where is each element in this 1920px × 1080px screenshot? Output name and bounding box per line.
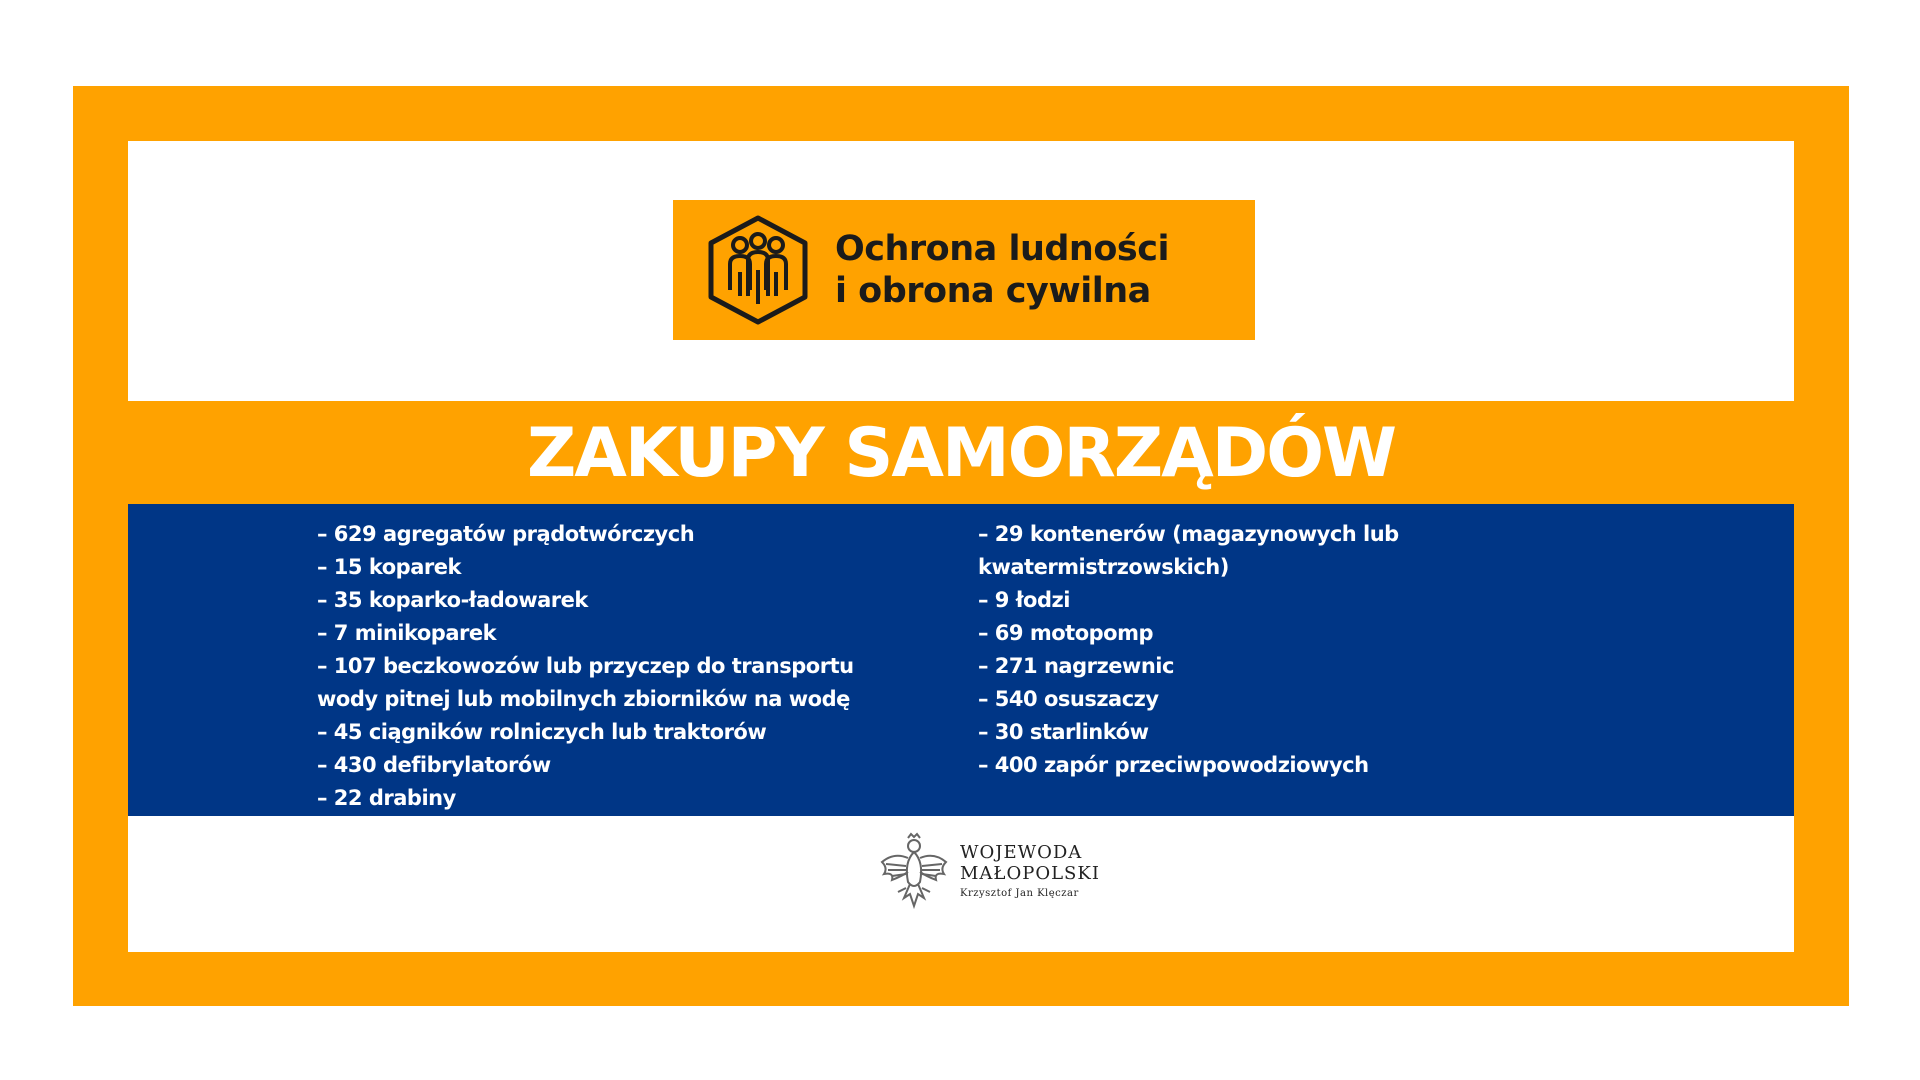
logo-text [835,228,1169,312]
logo-line-2: i obrona cywilna [835,271,1151,311]
ochrona-logo [673,200,1255,340]
purchases-list-right [978,518,1478,782]
list-item: – 430 defibrylatorów [317,753,551,777]
list-item: – 35 koparko-ładowarek [317,588,588,612]
wojewoda-title: WOJEWODA [960,842,1083,863]
header-panel [128,141,1794,401]
purchases-panel [128,504,1794,816]
list-item: – 629 agregatów prądotwórczych [317,522,695,546]
purchases-list-left [317,518,897,815]
page-title: ZAKUPY SAMORZĄDÓW [526,413,1396,493]
wojewoda-region: MAŁOPOLSKI [960,863,1100,884]
list-item: – 271 nagrzewnic [978,654,1174,678]
wojewoda-text [960,842,1100,902]
list-item: – 9 łodzi [978,588,1070,612]
logo-line-1: Ochrona ludności [835,229,1169,269]
list-item: – 107 beczkowozów lub przyczep do transportu wody pitnej lub mobilnych zbiorników na wodę [317,654,854,711]
footer-panel [128,816,1794,952]
list-item: – 69 motopomp [978,621,1153,645]
list-item: – 7 minikoparek [317,621,497,645]
wojewoda-name: Krzysztof Jan Klęczar [960,888,1079,899]
list-item: – 400 zapór przeciwpowodziowych [978,753,1369,777]
list-item: – 45 ciągników rolniczych lub traktorów [317,720,767,744]
wojewoda-logo [878,830,1118,914]
people-shield-icon [703,212,813,328]
list-item: – 15 koparek [317,555,461,579]
orange-frame [73,86,1849,1006]
eagle-emblem-icon [878,832,950,912]
list-item: – 22 drabiny [317,786,456,810]
list-item: – 30 starlinków [978,720,1149,744]
list-item: – 540 osuszaczy [978,687,1159,711]
list-item: – 29 kontenerów (magazynowych lub kwatermistrzowskich) [978,522,1399,579]
